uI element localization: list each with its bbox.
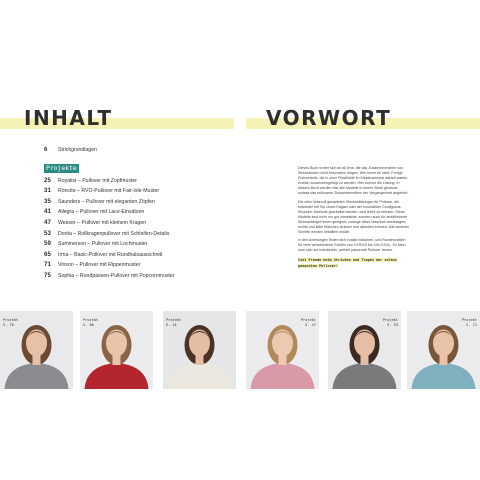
vorwort-paragraph: Dieses Buch richtet sich an all jene, die das Zusammennähen von Strickstücken nicht besonders mögen. Wer kennt es nicht: Fertige Pulloverteile, die in einer Plastiktüte im Kleiderschrank darauf warten, endlich zusammengefügt zu werden. Hier kommt die Lösung: In diesem Buch werden fast alle Modelle in einem Stück gestrickt, sodass das mühsame Zusammennähen der Vergangenheit angehört. (298, 166, 409, 196)
project-photo-label (3, 318, 26, 327)
toc-entry-title: Royalist – Pullover mit Zopfmuster (58, 177, 137, 184)
project-photo (163, 311, 236, 389)
toc-page-number: 75 (44, 271, 51, 279)
project-photo (80, 311, 153, 389)
model-face (433, 330, 454, 357)
table-of-contents (44, 145, 234, 282)
vorwort-closing (298, 257, 410, 269)
toc-entry (44, 218, 234, 229)
photo-label-text: Projekt (166, 318, 182, 322)
model-face (272, 330, 293, 357)
toc-page-number: 47 (44, 218, 51, 226)
toc-entry-title: Irma – Basic-Pullover mit Rundhalsausschnitt (58, 251, 163, 258)
toc-section-label: Projekte (46, 163, 77, 172)
toc-entry (44, 186, 234, 197)
project-photo (328, 311, 401, 389)
photo-page-reference: S. 53 (387, 322, 398, 327)
model-face (354, 330, 375, 357)
toc-entry (44, 176, 234, 187)
project-photo-strip (0, 311, 480, 389)
toc-page-number: 35 (44, 197, 51, 205)
toc-entry-title: Dorita – Rollkragenpullover mit Schleifen-Details (58, 230, 170, 237)
toc-page-number: 65 (44, 250, 51, 258)
model-face (26, 330, 47, 357)
project-photo-label (166, 318, 189, 327)
toc-page-number: 59 (44, 240, 51, 248)
photo-page-reference: S. 80 (83, 322, 94, 327)
toc-page-number: 53 (44, 229, 51, 237)
photo-page-reference: S. 41 (166, 322, 177, 327)
project-photo-label (454, 318, 477, 327)
toc-entry (44, 250, 234, 261)
toc-entry-title: Strickgrundlagen (58, 147, 97, 153)
vorwort-paragraph: Die zehn liebevoll gestalteten Strickanleitungen für Pullover, die entweder mit Top-down-Raglan oder der innovativen Contiguous-Shoulder-Methode gearbeitet werden, sind leicht zu stricken. Diese Modelle sind nicht nur gut umsetzbar, sondern auch für ambitionierte Strickanfänger*innen geeignet, solange diese Maschen anschlagen, rechts und linke Maschen stricken und abketten können. Alle weiteren Schritte werden detailliert erklärt. (298, 199, 410, 235)
toc-entry (44, 207, 234, 218)
toc-section-label-wrap (44, 162, 234, 176)
photo-label-text: Projekt (3, 318, 19, 322)
vorwort-highlight: Viel Freude beim Stricken und Tragen der selbst gemachten Pullover! (298, 257, 398, 268)
toc-page-number: 71 (44, 261, 51, 269)
toc-entry (44, 239, 234, 250)
inhalt-heading: INHALT (24, 106, 113, 130)
project-photo (246, 311, 319, 389)
photo-page-reference: S. 71 (466, 322, 477, 327)
toc-entry-title: Sophia – Rundpassen-Pullover mit Popcornmuster (58, 272, 175, 279)
toc-entry-title: Summerson – Pullover mit Lochmuster (58, 241, 148, 248)
model-face (106, 330, 127, 357)
model-face (189, 330, 210, 357)
photo-label-text: Projekt (83, 318, 99, 322)
project-photo (407, 311, 480, 389)
toc-page-number: 25 (44, 176, 51, 184)
photo-label-text: Projekt (300, 318, 316, 322)
project-photo-label (83, 318, 106, 327)
toc-entry (44, 260, 234, 271)
toc-entry-title: Vinson – Pullover mit Rippenmuster (58, 262, 141, 269)
toc-project-list (44, 176, 234, 282)
photo-page-reference: S. 47 (305, 322, 316, 327)
photo-page-reference: S. 76 (3, 322, 14, 327)
project-photo-label (375, 318, 398, 327)
photo-label-text: Projekt (461, 318, 477, 322)
toc-page-number: 6 (44, 146, 48, 153)
toc-entry (44, 229, 234, 240)
vorwort-text (298, 166, 410, 272)
toc-entry (44, 197, 234, 208)
photo-label-text: Projekt (382, 318, 398, 322)
toc-entry-title: Röncite – RVO-Pullover mit Fair-Isle-Muster (58, 188, 160, 195)
toc-entry-title: Allegra – Pullover mit Lace-Einsätzen (58, 209, 145, 216)
toc-entry-title: Saunders – Pullover mit eleganten Zöpfen (58, 198, 155, 205)
project-photo (0, 311, 73, 389)
vorwort-heading: VORWORT (266, 106, 392, 130)
toc-entry-basics (44, 145, 234, 156)
toc-entry (44, 271, 234, 282)
toc-page-number: 31 (44, 187, 51, 195)
vorwort-paragraph: In den Anleitungen finden sich exakte Maschen- und Rundenzahlen für viele verschiedene Größen von XXS/XS bis XXL/XXXL. So kann man sich auf individuelle, perfekt passende Pullover freuen. (298, 238, 406, 253)
project-photo-label (293, 318, 316, 327)
toc-page-number: 41 (44, 208, 51, 216)
toc-entry-title: Weaver – Pullover mit kleinem Kragen (58, 219, 147, 226)
